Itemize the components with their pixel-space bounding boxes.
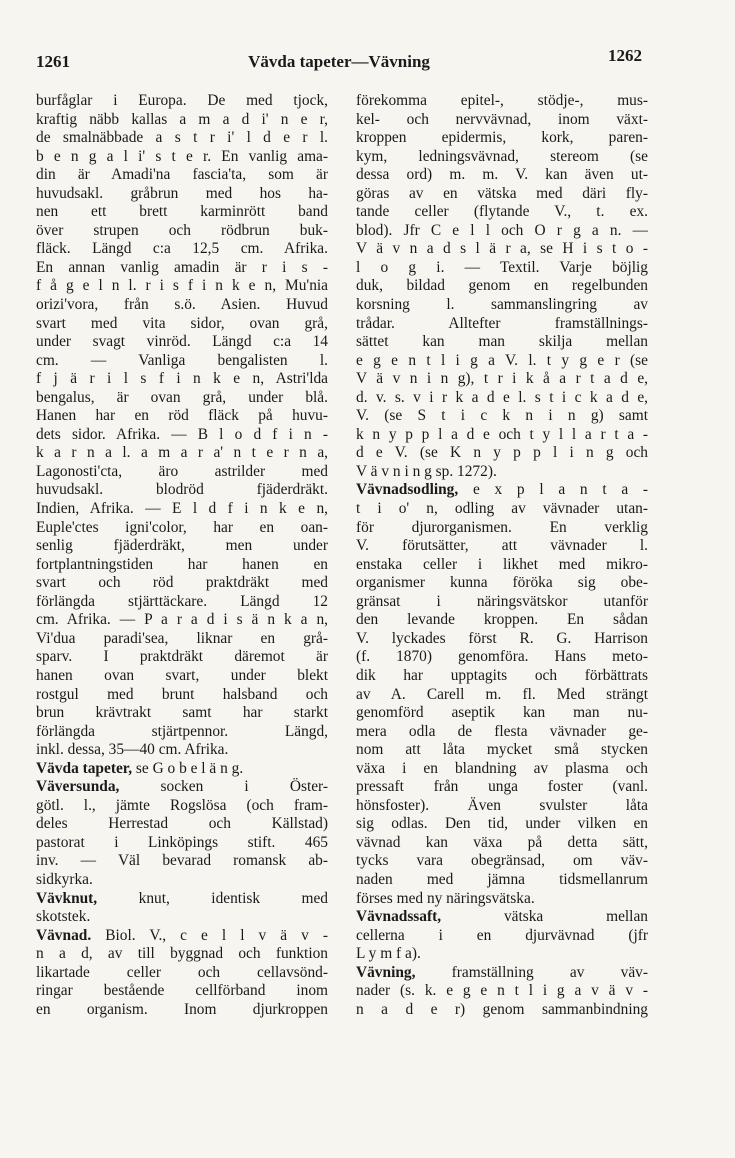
text-line: nader (s. k. e g e n t l i g a v ä v - (356, 982, 648, 1000)
page-header (36, 46, 642, 76)
text-line: en organism. Inom djurkroppen (36, 1000, 328, 1018)
text-line: Vävda tapeter, se G o b e l ä n g. (36, 759, 244, 777)
text-line: cellerna i en djurvävnad (jfr (356, 926, 648, 944)
text-line: förlängda stjärtpennor. Längd, (36, 722, 328, 740)
text-line: organismer kunna föröka sig obe- (356, 574, 648, 592)
text-line: under svagt vinröd. Längd c:a 14 (36, 333, 328, 351)
text-line: f å g e l n l. r i s f i n k e n, Mu'nia (36, 277, 328, 295)
text-line: L y m f a). (356, 945, 421, 963)
text-line: dessa ord) m. m. V. kan även ut- (356, 166, 648, 184)
text-line: Väversunda, socken i Öster- (36, 778, 328, 796)
text-line: kroppen epidermis, kork, paren- (356, 129, 648, 147)
text-line: fläck. Längd c:a 12,5 cm. Afrika. (36, 240, 328, 258)
text-line: de smalnäbbade a s t r i' l d e r l. (36, 129, 328, 147)
text-line: hönsfoster). Även svulster låta (356, 796, 648, 814)
text-line: V. lyckades först R. G. Harrison (356, 629, 648, 647)
text-line: V. (se S t i c k n i n g) samt (356, 407, 648, 425)
text-line: d e V. (se K n y p p l i n g och (356, 444, 648, 462)
text-line: ringar bestående cellförband inom (36, 982, 328, 1000)
text-line: (f. 1870) genomföra. Hans meto- (356, 648, 648, 666)
text-line: över strupen och rödbrun buk- (36, 221, 328, 239)
text-line: V. förutsätter, att vävnader l. (356, 537, 648, 555)
text-line: n a d, av till byggnad och funktion (36, 945, 328, 963)
text-line: förses med ny näringsvätska. (356, 889, 535, 907)
page-number-right: 1262 (608, 46, 642, 65)
text-line: burfåglar i Europa. De med tjock, (36, 92, 328, 109)
text-line: dets sidor. Afrika. — B l o d f i n - (36, 425, 328, 443)
text-line: Hanen har en röd fläck på huvu- (36, 407, 328, 425)
text-line: för djurorganismen. En verklig (356, 518, 648, 536)
text-line: kym, ledningsvävnad, stereom (se (356, 147, 648, 165)
text-line: hanen ovan svart, under blekt (36, 666, 328, 684)
text-line: skotstek. (36, 908, 91, 926)
text-line: pressaft från unga foster (vanl. (356, 778, 648, 796)
text-line: Vävnad. Biol. V., c e l l v ä v - (36, 926, 328, 944)
text-line: nen ett brett karminrött band (36, 203, 328, 221)
text-line: b e n g a l i' s t e r. En vanlig ama- (36, 147, 328, 165)
text-line: inkl. dessa, 35—40 cm. Afrika. (36, 741, 229, 759)
text-line: cm. Afrika. — P a r a d i s ä n k a n, (36, 611, 328, 629)
text-line: Indien, Afrika. — E l d f i n k e n, (36, 500, 328, 518)
text-line: Vävnadsodling, e x p l a n t a - (356, 481, 648, 499)
text-line: kel- och nervvävnad, inom växt- (356, 110, 648, 128)
text-line: sidkyrka. (36, 870, 93, 888)
text-line: vävnad kan växa på detta sätt, (356, 833, 648, 851)
text-line: växa i en blandning av plasma och (356, 759, 648, 777)
text-line: inv. — Väl bevarad romansk ab- (36, 852, 328, 870)
text-line: genomförd aseptik kan man nu- (356, 704, 648, 722)
text-line: n a d e r) genom sammanbindning (356, 1000, 648, 1018)
running-head: Vävda tapeter—Vävning (248, 52, 430, 71)
text-line: svart och röd praktdräkt med (36, 574, 328, 592)
text-line: Vävning, framställning av väv- (356, 963, 648, 981)
text-line: huvudsakl. gråbrun med hos ha- (36, 184, 328, 202)
text-line: din är Amadi'na fascia'ta, som är (36, 166, 328, 184)
text-line: mera odla de flesta vävnader ge- (356, 722, 648, 740)
text-line: sparv. I praktdräkt däremot är (36, 648, 328, 666)
text-line: svart med vita sidor, ovan grå, (36, 314, 328, 332)
text-line: trådar. Alltefter framställnings- (356, 314, 648, 332)
text-line: d. v. s. v i r k a d e l. s t i c k a d e, (356, 388, 648, 406)
text-line: duk, bildad genom en regelbunden (356, 277, 648, 295)
text-line: av A. Carell m. fl. Med strängt (356, 685, 648, 703)
text-line: V ä v n a d s l ä r a, se H i s t o - (356, 240, 648, 258)
text-line: tycks vara obegränsad, om väv- (356, 852, 648, 870)
text-line: V ä v n i n g), t r i k å a r t a d e, (356, 370, 648, 388)
text-line: enstaka celler i likhet med mikro- (356, 555, 648, 573)
text-line: pastorat i Linköpings stift. 465 (36, 833, 328, 851)
text-line: Vävnadssaft, vätska mellan (356, 908, 648, 926)
text-line: naden med jämna tidsmellanrum (356, 870, 648, 888)
text-line: brun krävtrakt samt har starkt (36, 704, 328, 722)
text-line: gränsat i näringsvätskor utanför (356, 592, 648, 610)
text-line: nom att låta mycket små stycken (356, 741, 648, 759)
text-line: fortplantningstiden har hanen en (36, 555, 328, 573)
text-line: göras av en vätska med däri fly- (356, 184, 648, 202)
text-line: blod). Jfr C e l l och O r g a n. — (356, 221, 648, 239)
text-line: Euple'ctes igni'color, har en oan- (36, 518, 328, 536)
text-line: korsning l. sammanslingring av (356, 296, 648, 314)
text-line: t i o' n, odling av vävnader utan- (356, 500, 648, 518)
text-line: dik har upptagits och förbättrats (356, 666, 648, 684)
text-line: En annan vanlig amadin är r i s - (36, 258, 328, 276)
text-line: likartade celler och cellavsönd- (36, 963, 328, 981)
text-line: Vävknut, knut, identisk med (36, 889, 328, 907)
text-line: kraftig näbb kallas a m a d i' n e r, (36, 110, 328, 128)
text-line: den levande kroppen. En sådan (356, 611, 648, 629)
text-line: förekomma epitel-, stödje-, mus- (356, 92, 648, 109)
text-line: götl. l., jämte Rogslösa (och fram- (36, 796, 328, 814)
text-line: deles Herrestad och Källstad) (36, 815, 328, 833)
text-line: f j ä r i l s f i n k e n, Astri'lda (36, 370, 328, 388)
text-line: huvudsakl. blodröd fjäderdräkt. (36, 481, 328, 499)
text-line: cm. — Vanliga bengalisten l. (36, 351, 328, 369)
left-column (36, 92, 328, 1019)
text-line: tande celler (flytande V., t. ex. (356, 203, 648, 221)
text-line: k a r n a l. a m a r a' n t e r n a, (36, 444, 328, 462)
text-line: sättet kan man skilja mellan (356, 333, 648, 351)
text-line: Vi'dua paradi'sea, liknar en grå- (36, 629, 328, 647)
text-line: l o g i. — Textil. Varje böjlig (356, 258, 648, 276)
text-line: sig odlas. Den tid, under vilken en (356, 815, 648, 833)
text-line: orizi'vora, från s.ö. Asien. Huvud (36, 296, 328, 314)
page-number-left: 1261 (36, 52, 70, 71)
text-line: bengalus, är ovan grå, under blå. (36, 388, 328, 406)
text-line: senlig fjäderdräkt, men under (36, 537, 328, 555)
right-column (356, 92, 648, 1019)
text-line: V ä v n i n g sp. 1272). (356, 462, 497, 480)
text-line: förlängda stjärttäckare. Längd 12 (36, 592, 328, 610)
text-line: e g e n t l i g a V. l. t y g e r (se (356, 351, 648, 369)
text-line: rostgul med brunt halsband och (36, 685, 328, 703)
text-line: k n y p p l a d e och t y l l a r t a - (356, 425, 648, 443)
text-line: Lagonosti'cta, äro astrilder med (36, 462, 328, 480)
